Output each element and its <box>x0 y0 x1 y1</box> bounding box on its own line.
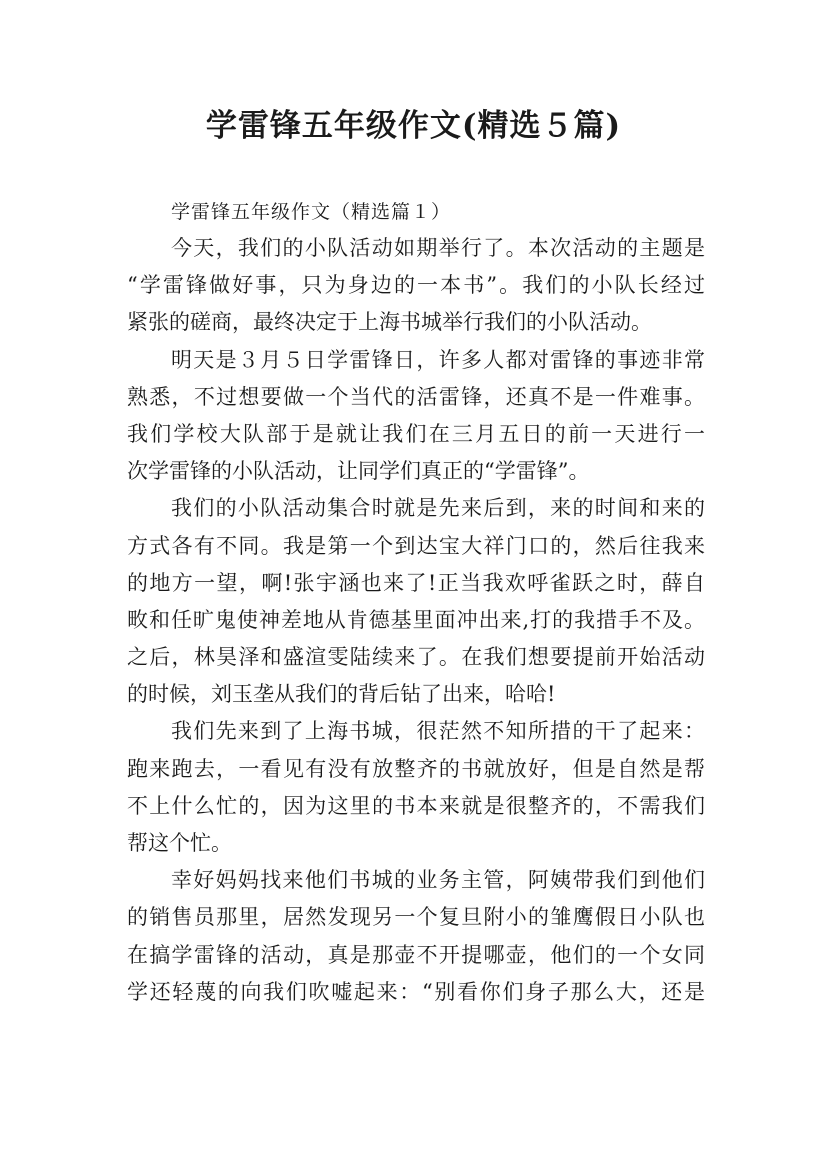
section-subtitle: 学雷锋五年级作文（精选篇１） <box>171 201 452 223</box>
paragraph-line: 学还轻蔑的向我们吹嘘起来：“别看你们身子那么大，还是 <box>127 979 705 1004</box>
paragraph-line: 之后，林昊泽和盛渲雯陆续来了。在我们想要提前开始活动 <box>127 645 705 670</box>
paragraph-line: 畋和任旷鬼使神差地从肯德基里面冲出来,打的我措手不及。 <box>127 607 705 632</box>
paragraph-line: 今天，我们的小队活动如期举行了。本次活动的主题是 <box>171 236 705 260</box>
paragraph <box>127 230 705 342</box>
paragraph-line: 的地方一望，啊!张宇涵也来了!正当我欢呼雀跃之时，薛自 <box>127 570 705 595</box>
paragraph <box>127 713 705 862</box>
paragraph-line: 次学雷锋的小队活动，让同学们真正的“学雷锋”。 <box>127 459 590 484</box>
document-body <box>127 194 705 1011</box>
document-title: 学雷锋五年级作文(精选５篇) <box>205 108 622 144</box>
paragraph-line: 跑来跑去，一看见有没有放整齐的书就放好，但是自然是帮 <box>127 756 705 781</box>
paragraph <box>127 342 705 491</box>
paragraph-line: 熟悉，不过想要做一个当代的活雷锋，还真不是一件难事。 <box>127 384 705 409</box>
paragraph-line: 帮这个忙。 <box>127 831 232 855</box>
paragraph-line: 的时候，刘玉垄从我们的背后钻了出来，哈哈! <box>127 682 556 707</box>
paragraph-line: 我们学校大队部于是就让我们在三月五日的前一天进行一 <box>127 421 705 446</box>
paragraph-line: 我们先来到了上海书城，很茫然不知所措的干了起来： <box>171 719 705 744</box>
paragraph-line: 方式各有不同。我是第一个到达宝大祥门口的，然后往我来 <box>127 533 705 558</box>
paragraph-line: 明天是３月５日学雷锋日，许多人都对雷锋的事迹非常 <box>171 347 705 372</box>
paragraph-line: 的销售员那里，居然发现另一个复旦附小的雏鹰假日小队也 <box>127 905 705 930</box>
paragraph <box>127 490 705 713</box>
paragraph-line: 我们的小队活动集合时就是先来后到，来的时间和来的 <box>171 496 705 521</box>
paragraph-line: 幸好妈妈找来他们书城的业务主管，阿姨带我们到他们 <box>171 868 705 893</box>
paragraph-line: “学雷锋做好事，只为身边的一本书”。我们的小队长经过 <box>127 273 705 298</box>
paragraph-line: 在搞学雷锋的活动，真是那壶不开提哪壶，他们的一个女同 <box>127 942 705 967</box>
paragraph-line: 紧张的磋商，最终决定于上海书城举行我们的小队活动。 <box>127 310 652 335</box>
paragraph <box>127 862 705 1011</box>
paragraph-line: 不上什么忙的，因为这里的书本来就是很整齐的，不需我们 <box>127 793 705 818</box>
